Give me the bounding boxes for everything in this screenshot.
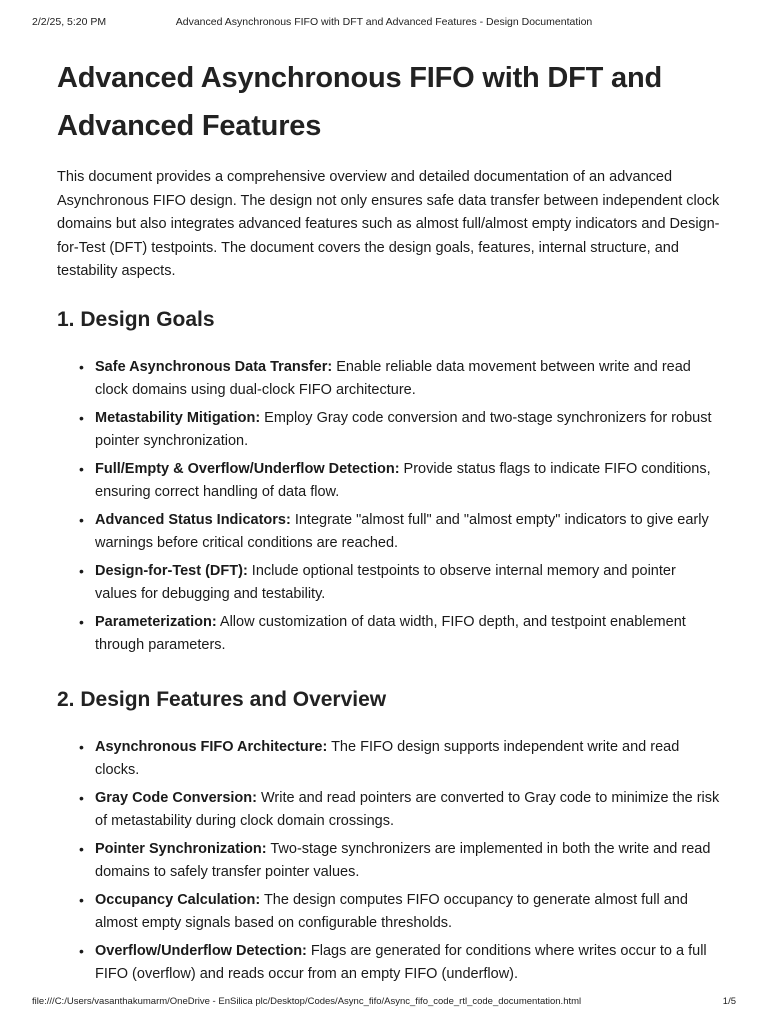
item-text: Provide status flags to indicate FIFO conditions, ensuring correct handling of data flow. — [95, 460, 711, 500]
section-design-features — [57, 686, 721, 987]
item-text: The design computes FIFO occupancy to generate almost full and almost empty signals based on configurable thresholds. — [95, 891, 688, 931]
item-term: Metastability Mitigation: — [95, 409, 261, 426]
print-footer — [32, 996, 736, 1010]
item-text: Flags are generated for conditions where writes occur to a full FIFO (overflow) and reads occur from an empty FIFO (underflow). — [95, 942, 707, 982]
bullet-icon: • — [79, 789, 84, 806]
bullet-icon: • — [79, 562, 84, 579]
item-term: Overflow/Underflow Detection: — [95, 942, 307, 959]
design-features-list — [57, 736, 721, 987]
item-text: The FIFO design supports independent write and read clocks. — [95, 738, 680, 778]
list-item — [79, 940, 721, 987]
bullet-icon: • — [79, 942, 84, 959]
list-item — [79, 736, 721, 783]
list-item — [79, 611, 721, 658]
item-term: Gray Code Conversion: — [95, 789, 257, 806]
section-heading: 2. Design Features and Overview — [57, 687, 387, 711]
list-item — [79, 889, 721, 936]
list-item — [79, 407, 721, 454]
item-term: Occupancy Calculation: — [95, 891, 261, 908]
bullet-icon: • — [79, 738, 84, 755]
item-text: Allow customization of data width, FIFO depth, and testpoint enablement through parameters. — [95, 613, 686, 653]
bullet-icon: • — [79, 891, 84, 908]
section-heading: 1. Design Goals — [57, 307, 215, 331]
item-text: Write and read pointers are converted to Gray code to minimize the risk of metastability during clock domain crossings. — [95, 789, 720, 829]
item-term: Advanced Status Indicators: — [95, 511, 291, 528]
list-item — [79, 560, 721, 607]
item-term: Pointer Synchronization: — [95, 840, 267, 857]
intro-paragraph: This document provides a comprehensive overview and detailed documentation of an advanced Asynchronous FIFO design. The design not only ensures safe data transfer between independent clock domains but also integrates advanced features such as almost full/almost empty indicators and Design-for-Test (DFT) testpoints. The document covers the design goals, features, internal structure, and testability aspects. — [57, 169, 720, 279]
bullet-icon: • — [79, 613, 84, 630]
bullet-icon: • — [79, 840, 84, 857]
page-indicator: 1/5 — [722, 996, 736, 1007]
design-goals-list — [57, 356, 721, 658]
item-text: Enable reliable data movement between write and read clock domains using dual-clock FIFO architecture. — [95, 358, 691, 398]
item-term: Parameterization: — [95, 613, 217, 630]
list-item — [79, 356, 721, 403]
print-document-title: Advanced Asynchronous FIFO with DFT and Advanced Features - Design Documentation — [175, 16, 593, 28]
list-item — [79, 787, 721, 834]
item-term: Safe Asynchronous Data Transfer: — [95, 358, 333, 375]
list-item — [79, 458, 721, 505]
section-design-goals — [57, 306, 721, 658]
item-term: Asynchronous FIFO Architecture: — [95, 738, 328, 755]
item-text: Include optional testpoints to observe internal memory and pointer values for debugging and testability. — [95, 562, 676, 602]
page-title: Advanced Asynchronous FIFO with DFT and Advanced Features — [57, 62, 662, 142]
bullet-icon: • — [79, 409, 84, 426]
bullet-icon: • — [79, 460, 84, 477]
print-file-path: file:///C:/Users/vasanthakumarm/OneDrive - EnSilica plc/Desktop/Codes/Async_fifo/Async_fifo_code_rtl_code_documentation.html — [32, 996, 582, 1007]
print-header — [32, 16, 736, 30]
item-text: Integrate "almost full" and "almost empty" indicators to give early warnings before critical conditions are reached. — [95, 511, 709, 551]
document-body — [57, 54, 721, 1015]
item-term: Design-for-Test (DFT): — [95, 562, 248, 579]
item-text: Two-stage synchronizers are implemented in both the write and read domains to safely transfer pointer values. — [95, 840, 711, 880]
list-item — [79, 838, 721, 885]
print-datetime: 2/2/25, 5:20 PM — [32, 16, 107, 28]
bullet-icon: • — [79, 511, 84, 528]
bullet-icon: • — [79, 358, 84, 375]
item-term: Full/Empty & Overflow/Underflow Detection: — [95, 460, 400, 477]
item-text: Employ Gray code conversion and two-stage synchronizers for robust pointer synchronization. — [95, 409, 712, 449]
list-item — [79, 509, 721, 556]
